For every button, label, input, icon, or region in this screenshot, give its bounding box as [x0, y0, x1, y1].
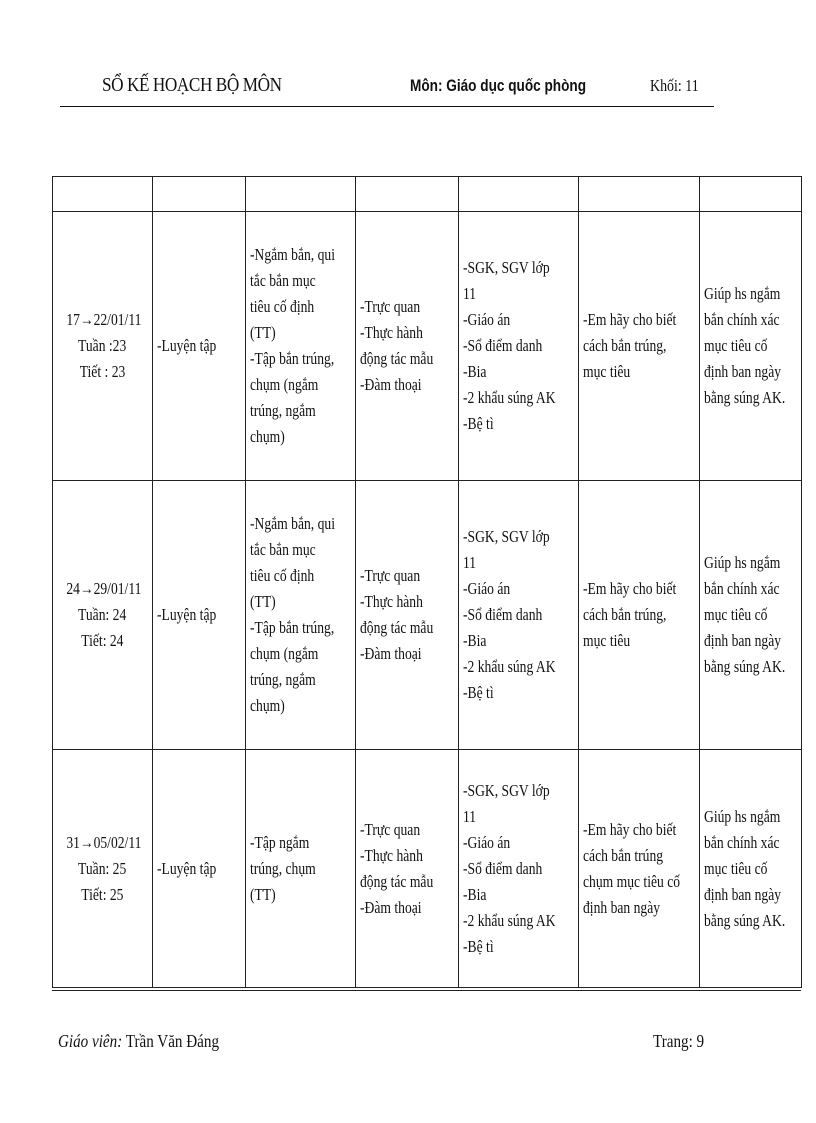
materials-line: -2 khẩu súng AK — [463, 910, 556, 930]
content-cell — [246, 750, 356, 988]
activity-cell — [153, 212, 246, 481]
teacher-signature — [58, 1031, 219, 1052]
methods-cell — [356, 750, 459, 988]
materials-line: -Bia — [463, 362, 487, 381]
goal-line: Giúp hs ngắm — [704, 806, 781, 826]
methods-line: -Thực hành — [360, 845, 423, 865]
question-line: định ban ngày — [583, 897, 661, 917]
methods-cell — [356, 212, 459, 481]
question-line: mục tiêu — [583, 362, 631, 381]
goal-line: bằng súng AK. — [704, 388, 786, 407]
content-line: -Tập ngắm — [250, 832, 310, 852]
goal-line: bắn chính xác — [704, 579, 780, 598]
goal-line: bằng súng AK. — [704, 910, 786, 930]
methods-line: -Đàm thoại — [360, 897, 422, 917]
goal-line: định ban ngày — [704, 631, 782, 650]
goal-line: bắn chính xác — [704, 310, 780, 329]
header-cell — [579, 177, 700, 212]
content-line: (TT) — [250, 323, 276, 342]
date-line: Tuần: 24 — [78, 605, 127, 624]
header-cell — [153, 177, 246, 212]
content-line: (TT) — [250, 884, 276, 904]
table-row — [53, 212, 802, 481]
materials-line: 11 — [463, 284, 477, 303]
activity-line: -Luyện tập — [157, 858, 217, 878]
table-row — [53, 481, 802, 750]
content-line: trúng, chụm — [250, 858, 316, 878]
materials-line: -Bia — [463, 631, 487, 650]
page-number: Trang: 9 — [653, 1031, 705, 1051]
materials-line: -Bia — [463, 884, 487, 904]
methods-line: -Trực quan — [360, 566, 421, 585]
materials-cell — [459, 212, 579, 481]
header-cell — [459, 177, 579, 212]
header-divider — [60, 106, 714, 107]
question-line: cách bắn trúng — [583, 845, 664, 865]
table-bottom-rule — [52, 990, 801, 991]
date-line: Tiết : 23 — [79, 362, 126, 381]
content-line: -Ngắm bắn, qui — [250, 245, 335, 264]
content-line: tắc bắn mục — [250, 540, 316, 559]
methods-line: -Trực quan — [360, 297, 421, 316]
methods-line: -Đàm thoại — [360, 375, 422, 394]
activity-line: -Luyện tập — [157, 605, 217, 624]
question-line: -Em hãy cho biết — [583, 579, 677, 598]
date-line: 24→29/01/11 — [66, 579, 142, 598]
goal-line: mục tiêu cố — [704, 605, 768, 624]
materials-line: -Bệ tì — [463, 936, 494, 956]
header-cell — [53, 177, 153, 212]
date-line: Tiết: 24 — [81, 631, 124, 650]
materials-cell — [459, 481, 579, 750]
materials-line: -Bệ tì — [463, 683, 494, 702]
question-line: chụm mục tiêu cố — [583, 871, 681, 891]
content-line: chụm) — [250, 696, 285, 715]
methods-cell — [356, 481, 459, 750]
grade-label: Khối: 11 — [650, 76, 699, 95]
methods-line: -Trực quan — [360, 819, 421, 839]
activity-line: -Luyện tập — [157, 336, 217, 355]
content-cell — [246, 481, 356, 750]
lesson-plan-table — [52, 176, 802, 988]
methods-line: -Thực hành — [360, 323, 423, 342]
materials-line: -Sổ điểm danh — [463, 858, 543, 878]
goal-line: định ban ngày — [704, 884, 782, 904]
methods-line: -Thực hành — [360, 592, 423, 611]
content-line: -Tập bắn trúng, — [250, 618, 335, 637]
goal-line: mục tiêu cố — [704, 336, 768, 355]
question-line: mục tiêu — [583, 631, 631, 650]
date-line: 17→22/01/11 — [66, 310, 142, 329]
materials-line: -Giáo án — [463, 310, 511, 329]
question-line: cách bắn trúng, — [583, 336, 667, 355]
page-header — [60, 74, 714, 108]
date-line: Tuần: 25 — [78, 858, 127, 878]
content-cell — [246, 212, 356, 481]
content-line: trúng, ngắm — [250, 401, 316, 420]
content-line: chụm (ngắm — [250, 375, 319, 394]
content-line: chụm (ngắm — [250, 644, 319, 663]
materials-line: 11 — [463, 553, 477, 572]
goal-cell — [700, 750, 802, 988]
materials-line: -Bệ tì — [463, 414, 494, 433]
activity-cell — [153, 481, 246, 750]
materials-line: -Giáo án — [463, 832, 511, 852]
materials-line: -Sổ điểm danh — [463, 605, 543, 624]
materials-line: -2 khẩu súng AK — [463, 388, 556, 407]
table-header-row — [53, 177, 802, 212]
header-cell — [700, 177, 802, 212]
goal-line: bắn chính xác — [704, 832, 780, 852]
date-line: Tuần :23 — [78, 336, 127, 355]
content-line: tắc bắn mục — [250, 271, 316, 290]
teacher-label: Giáo viên: — [58, 1031, 123, 1051]
content-line: tiêu cố định — [250, 566, 315, 585]
goal-cell — [700, 481, 802, 750]
question-line: -Em hãy cho biết — [583, 310, 677, 329]
header-cell — [246, 177, 356, 212]
materials-line: -Sổ điểm danh — [463, 336, 543, 355]
date-cell — [53, 212, 153, 481]
materials-line: 11 — [463, 806, 477, 826]
date-cell — [53, 750, 153, 988]
teacher-name: Trần Văn Đáng — [125, 1031, 220, 1051]
question-cell — [579, 750, 700, 988]
page-footer — [58, 1031, 718, 1057]
question-cell — [579, 481, 700, 750]
materials-line: -2 khẩu súng AK — [463, 657, 556, 676]
date-line: 31→05/02/11 — [66, 832, 142, 852]
header-cell — [356, 177, 459, 212]
content-line: trúng, ngắm — [250, 670, 316, 689]
question-cell — [579, 212, 700, 481]
content-line: -Ngắm bắn, qui — [250, 514, 335, 533]
subject-label: Môn: Giáo dục quốc phòng — [410, 76, 587, 95]
content-line: tiêu cố định — [250, 297, 315, 316]
goal-line: Giúp hs ngắm — [704, 284, 781, 303]
document-title: SỔ KẾ HOẠCH BỘ MÔN — [102, 74, 282, 96]
goal-line: bằng súng AK. — [704, 657, 786, 676]
materials-cell — [459, 750, 579, 988]
activity-cell — [153, 750, 246, 988]
methods-line: động tác mẫu — [360, 618, 434, 637]
goal-line: mục tiêu cố — [704, 858, 768, 878]
materials-line: -SGK, SGV lớp — [463, 780, 550, 800]
content-line: (TT) — [250, 592, 276, 611]
materials-line: -Giáo án — [463, 579, 511, 598]
goal-line: Giúp hs ngắm — [704, 553, 781, 572]
methods-line: động tác mẫu — [360, 349, 434, 368]
content-line: chụm) — [250, 427, 285, 446]
goal-cell — [700, 212, 802, 481]
question-line: cách bắn trúng, — [583, 605, 667, 624]
table-row — [53, 750, 802, 988]
methods-line: -Đàm thoại — [360, 644, 422, 663]
goal-line: định ban ngày — [704, 362, 782, 381]
materials-line: -SGK, SGV lớp — [463, 258, 550, 277]
materials-line: -SGK, SGV lớp — [463, 527, 550, 546]
content-line: -Tập bắn trúng, — [250, 349, 335, 368]
methods-line: động tác mẫu — [360, 871, 434, 891]
date-cell — [53, 481, 153, 750]
date-line: Tiết: 25 — [81, 884, 124, 904]
question-line: -Em hãy cho biết — [583, 819, 677, 839]
